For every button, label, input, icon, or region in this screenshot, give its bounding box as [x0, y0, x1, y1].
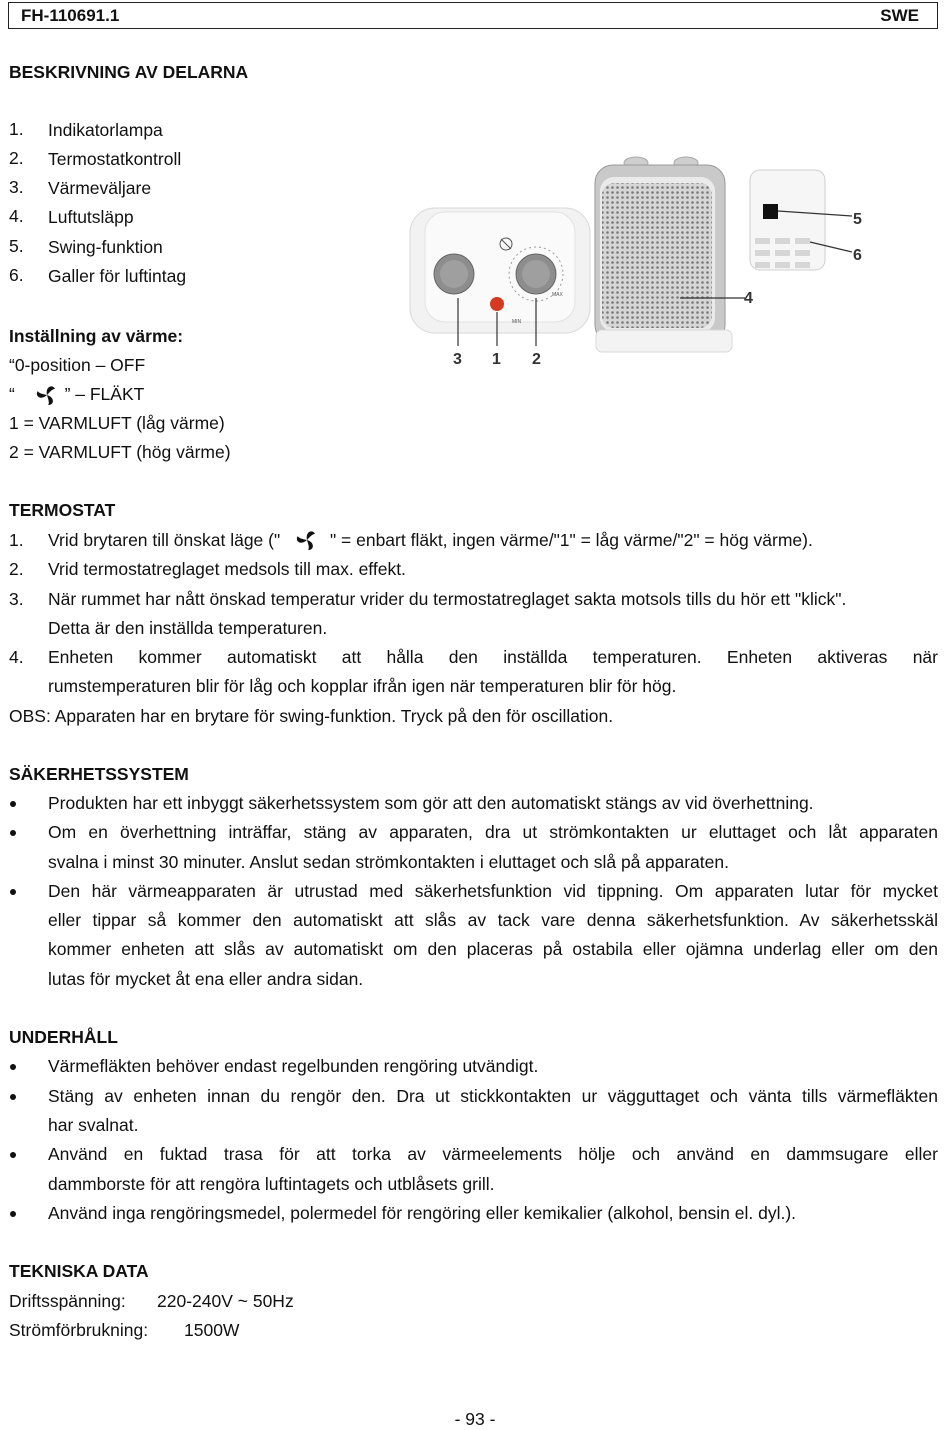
- language-code: SWE: [880, 6, 919, 25]
- list-number: 2.: [9, 148, 24, 168]
- list-number: 3.: [9, 177, 24, 197]
- maintenance-bullet-2: Stäng av enheten innan du rengör den. Dra ut stickkontakten ur vägguttaget och vänta tills värmefläkten: [48, 1086, 938, 1106]
- heat-high-line: 2 = VARMLUFT (hög värme): [9, 442, 231, 462]
- swing-note: OBS: Apparaten har en brytare för swing-funktion. Tryck på den för oscillation.: [9, 706, 614, 726]
- parts-heading: BESKRIVNING AV DELARNA: [9, 62, 249, 82]
- thermostat-step-3-cont: Detta är den inställda temperaturen.: [48, 618, 328, 638]
- callout-5: 5: [853, 211, 862, 228]
- document-code: FH-110691.1: [21, 6, 120, 25]
- maintenance-heading: UNDERHÅLL: [9, 1027, 118, 1047]
- bullet-dot: [10, 889, 16, 895]
- list-number: 1.: [9, 119, 24, 139]
- callout-6: 6: [853, 247, 862, 264]
- safety-bullet-2-cont: svalna i minst 30 minuter. Anslut sedan strömkontakten i eluttaget och slå på apparaten.: [48, 852, 729, 872]
- maintenance-bullet-1: Värmefläkten behöver endast regelbunden rengöring utvändigt.: [48, 1056, 539, 1076]
- list-item: Termostatkontroll: [48, 149, 182, 169]
- heater-illustration: [400, 150, 880, 380]
- page-header: [8, 2, 938, 29]
- safety-bullet-3-cont: eller tippar så kommer den automatiskt att slås av tack vare denna säkerhetsfunktion. Av säkerhetsskäl: [48, 910, 938, 930]
- thermostat-heading: TERMOSTAT: [9, 500, 116, 520]
- heat-heading: Inställning av värme:: [9, 326, 184, 346]
- callout-2: 2: [532, 351, 541, 368]
- list-item: Indikatorlampa: [48, 120, 163, 140]
- bullet-dot: [10, 801, 16, 807]
- heater-body: [595, 157, 753, 352]
- list-number: 4.: [9, 206, 24, 226]
- voltage-label: Driftsspänning:: [9, 1291, 126, 1311]
- safety-bullet-3-cont: lutas för mycket åt ena eller andra sidan.: [48, 969, 364, 989]
- bullet-dot: [10, 1064, 16, 1070]
- heat-low-line: 1 = VARMLUFT (låg värme): [9, 413, 225, 433]
- heat-off-line: “0-position – OFF: [9, 355, 146, 375]
- heat-fan-line: [9, 383, 144, 405]
- bullet-dot: [10, 1094, 16, 1100]
- thermostat-step-1: [48, 529, 813, 552]
- bullet-dot: [10, 1211, 16, 1217]
- power-value: 1500W: [184, 1320, 240, 1340]
- thermostat-step-4-cont: rumstemperaturen blir för låg och kopplar ifrån igen när temperaturen blir för hög.: [48, 676, 677, 696]
- power-label: Strömförbrukning:: [9, 1320, 149, 1340]
- fan-label: ” – FLÄKT: [64, 384, 145, 404]
- quote-open: “: [9, 384, 15, 404]
- step-1-text-a: Vrid brytaren till önskat läge (": [48, 530, 281, 550]
- safety-bullet-1: Produkten har ett inbyggt säkerhetssystem som gör att den automatiskt stängs av vid överhettning.: [48, 793, 814, 813]
- dial-max-label: MAX: [552, 292, 563, 298]
- safety-bullet-2: Om en överhettning inträffar, stäng av apparaten, dra ut strömkontakten ur eluttaget och låt apparaten: [48, 822, 938, 842]
- list-number: 5.: [9, 236, 24, 256]
- list-number: 1.: [9, 530, 24, 550]
- list-number: 3.: [9, 589, 24, 609]
- list-number: 2.: [9, 559, 24, 579]
- list-item: Värmeväljare: [48, 178, 152, 198]
- list-number: 6.: [9, 265, 24, 285]
- list-item: Galler för luftintag: [48, 266, 187, 286]
- step-1-text-b: " = enbart fläkt, ingen värme/"1" = låg värme/"2" = hög värme).: [329, 530, 813, 550]
- voltage-value: 220-240V ~ 50Hz: [157, 1291, 294, 1311]
- list-item: Luftutsläpp: [48, 207, 134, 227]
- side-detail: [750, 170, 862, 270]
- fan-icon: [285, 530, 325, 552]
- list-item: Swing-funktion: [48, 237, 163, 257]
- callout-1: 1: [492, 351, 501, 368]
- maintenance-bullet-2-cont: har svalnat.: [48, 1115, 139, 1135]
- safety-bullet-3-cont: kommer enheten att slås av automatiskt om den placeras på ostabila eller ojämna underlag eller om den: [48, 939, 938, 959]
- safety-heading: SÄKERHETSSYSTEM: [9, 764, 189, 784]
- maintenance-bullet-4: Använd inga rengöringsmedel, polermedel för rengöring eller kemikalier (alkohol, bensin el. dyl.).: [48, 1203, 797, 1223]
- safety-bullet-3: Den här värmeapparaten är utrustad med säkerhetsfunktion vid tippning. Om apparaten lutar för mycket: [48, 881, 938, 901]
- callout-4: 4: [744, 290, 753, 307]
- thermostat-step-3: När rummet har nått önskad temperatur vrider du termostatreglaget sakta motsols tills du hör ett "klick".: [48, 589, 847, 609]
- page-number: - 93 -: [454, 1409, 496, 1429]
- control-panel: [410, 208, 590, 368]
- maintenance-bullet-3: Använd en fuktad trasa för att torka av värmeelements hölje och använd en dammsugare eller: [48, 1144, 938, 1164]
- callout-3: 3: [453, 351, 462, 368]
- bullet-dot: [10, 1152, 16, 1158]
- dial-min-label: MIN: [512, 319, 522, 325]
- list-number: 4.: [9, 647, 24, 667]
- bullet-dot: [10, 830, 16, 836]
- thermostat-step-4: Enheten kommer automatiskt att hålla den inställda temperaturen. Enheten aktiveras när: [48, 647, 938, 667]
- maintenance-bullet-3-cont: dammborste för att rengöra luftintagets och utblåsets grill.: [48, 1174, 495, 1194]
- tech-heading: TEKNISKA DATA: [9, 1261, 149, 1281]
- fan-icon: [20, 385, 60, 405]
- thermostat-step-2: Vrid termostatreglaget medsols till max. effekt.: [48, 559, 406, 579]
